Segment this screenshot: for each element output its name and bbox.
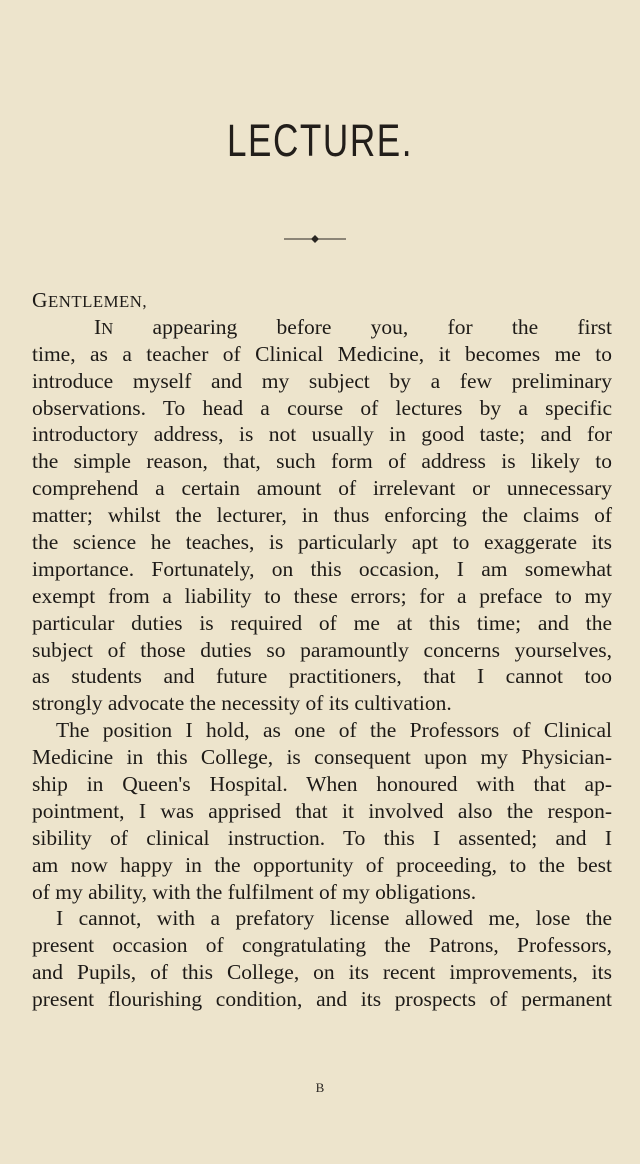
opening-rest: N bbox=[101, 318, 114, 338]
text-line: exempt from a liability to these errors; for a preface to my bbox=[32, 583, 612, 608]
line-text: appearing before you, for the first bbox=[152, 314, 613, 339]
opening-cap: I bbox=[94, 314, 102, 339]
lecture-text bbox=[32, 287, 612, 1013]
text-line: importance. Fortunately, on this occasion, I am somewhat bbox=[32, 556, 612, 581]
signature-mark: B bbox=[315, 1080, 325, 1095]
text-line: strongly advocate the necessity of its cultivation. bbox=[32, 691, 452, 716]
text-line: ship in Queen's Hospital. When honoured with that ap- bbox=[32, 772, 612, 797]
text-line: matter; whilst the lecturer, in thus enforcing the claims of bbox=[32, 503, 612, 528]
text-line: pointment, I was apprised that it involved also the respon- bbox=[32, 798, 612, 823]
text-line bbox=[94, 314, 612, 341]
text-line: I cannot, with a prefatory license allowed me, lose the bbox=[56, 906, 612, 931]
text-line: present occasion of congratulating the Patrons, Professors, bbox=[32, 933, 612, 958]
text-line: comprehend a certain amount of irrelevant or unnecessary bbox=[32, 476, 612, 501]
text-line: sibility of clinical instruction. To this I assented; and I bbox=[32, 825, 612, 850]
text-line: and Pupils, of this College, on its recent improvements, its bbox=[32, 960, 612, 985]
ornament-divider-icon bbox=[284, 234, 346, 244]
text-line: the simple reason, that, such form of address is likely to bbox=[32, 449, 612, 474]
text-line: as students and future practitioners, that I cannot too bbox=[32, 664, 612, 689]
text-line: The position I hold, as one of the Professors of Clinical bbox=[56, 718, 612, 743]
text-line: observations. To head a course of lectures by a specific bbox=[32, 395, 612, 420]
text-line: time, as a teacher of Clinical Medicine, it becomes me to bbox=[32, 341, 612, 366]
text-line: introductory address, is not usually in good taste; and for bbox=[32, 422, 612, 447]
text-line: the science he teaches, is particularly apt to exaggerate its bbox=[32, 530, 612, 555]
text-line: am now happy in the opportunity of proceeding, to the best bbox=[32, 852, 612, 877]
text-line: of my ability, with the fulfilment of my obligations. bbox=[32, 879, 477, 904]
lecture-title: LECTURE. bbox=[226, 115, 414, 166]
salutation bbox=[32, 287, 612, 314]
text-line: Medicine in this College, is consequent upon my Physician- bbox=[32, 745, 612, 770]
text-line: present flourishing condition, and its prospects of permanent bbox=[32, 987, 612, 1012]
text-line: subject of those duties so paramountly concerns yourselves, bbox=[32, 637, 612, 662]
salutation-cap: G bbox=[32, 288, 49, 312]
text-line: introduce myself and my subject by a few preliminary bbox=[32, 368, 612, 393]
salutation-rest: ENTLEMEN, bbox=[48, 292, 148, 311]
text-line: particular duties is required of me at this time; and the bbox=[32, 610, 612, 635]
